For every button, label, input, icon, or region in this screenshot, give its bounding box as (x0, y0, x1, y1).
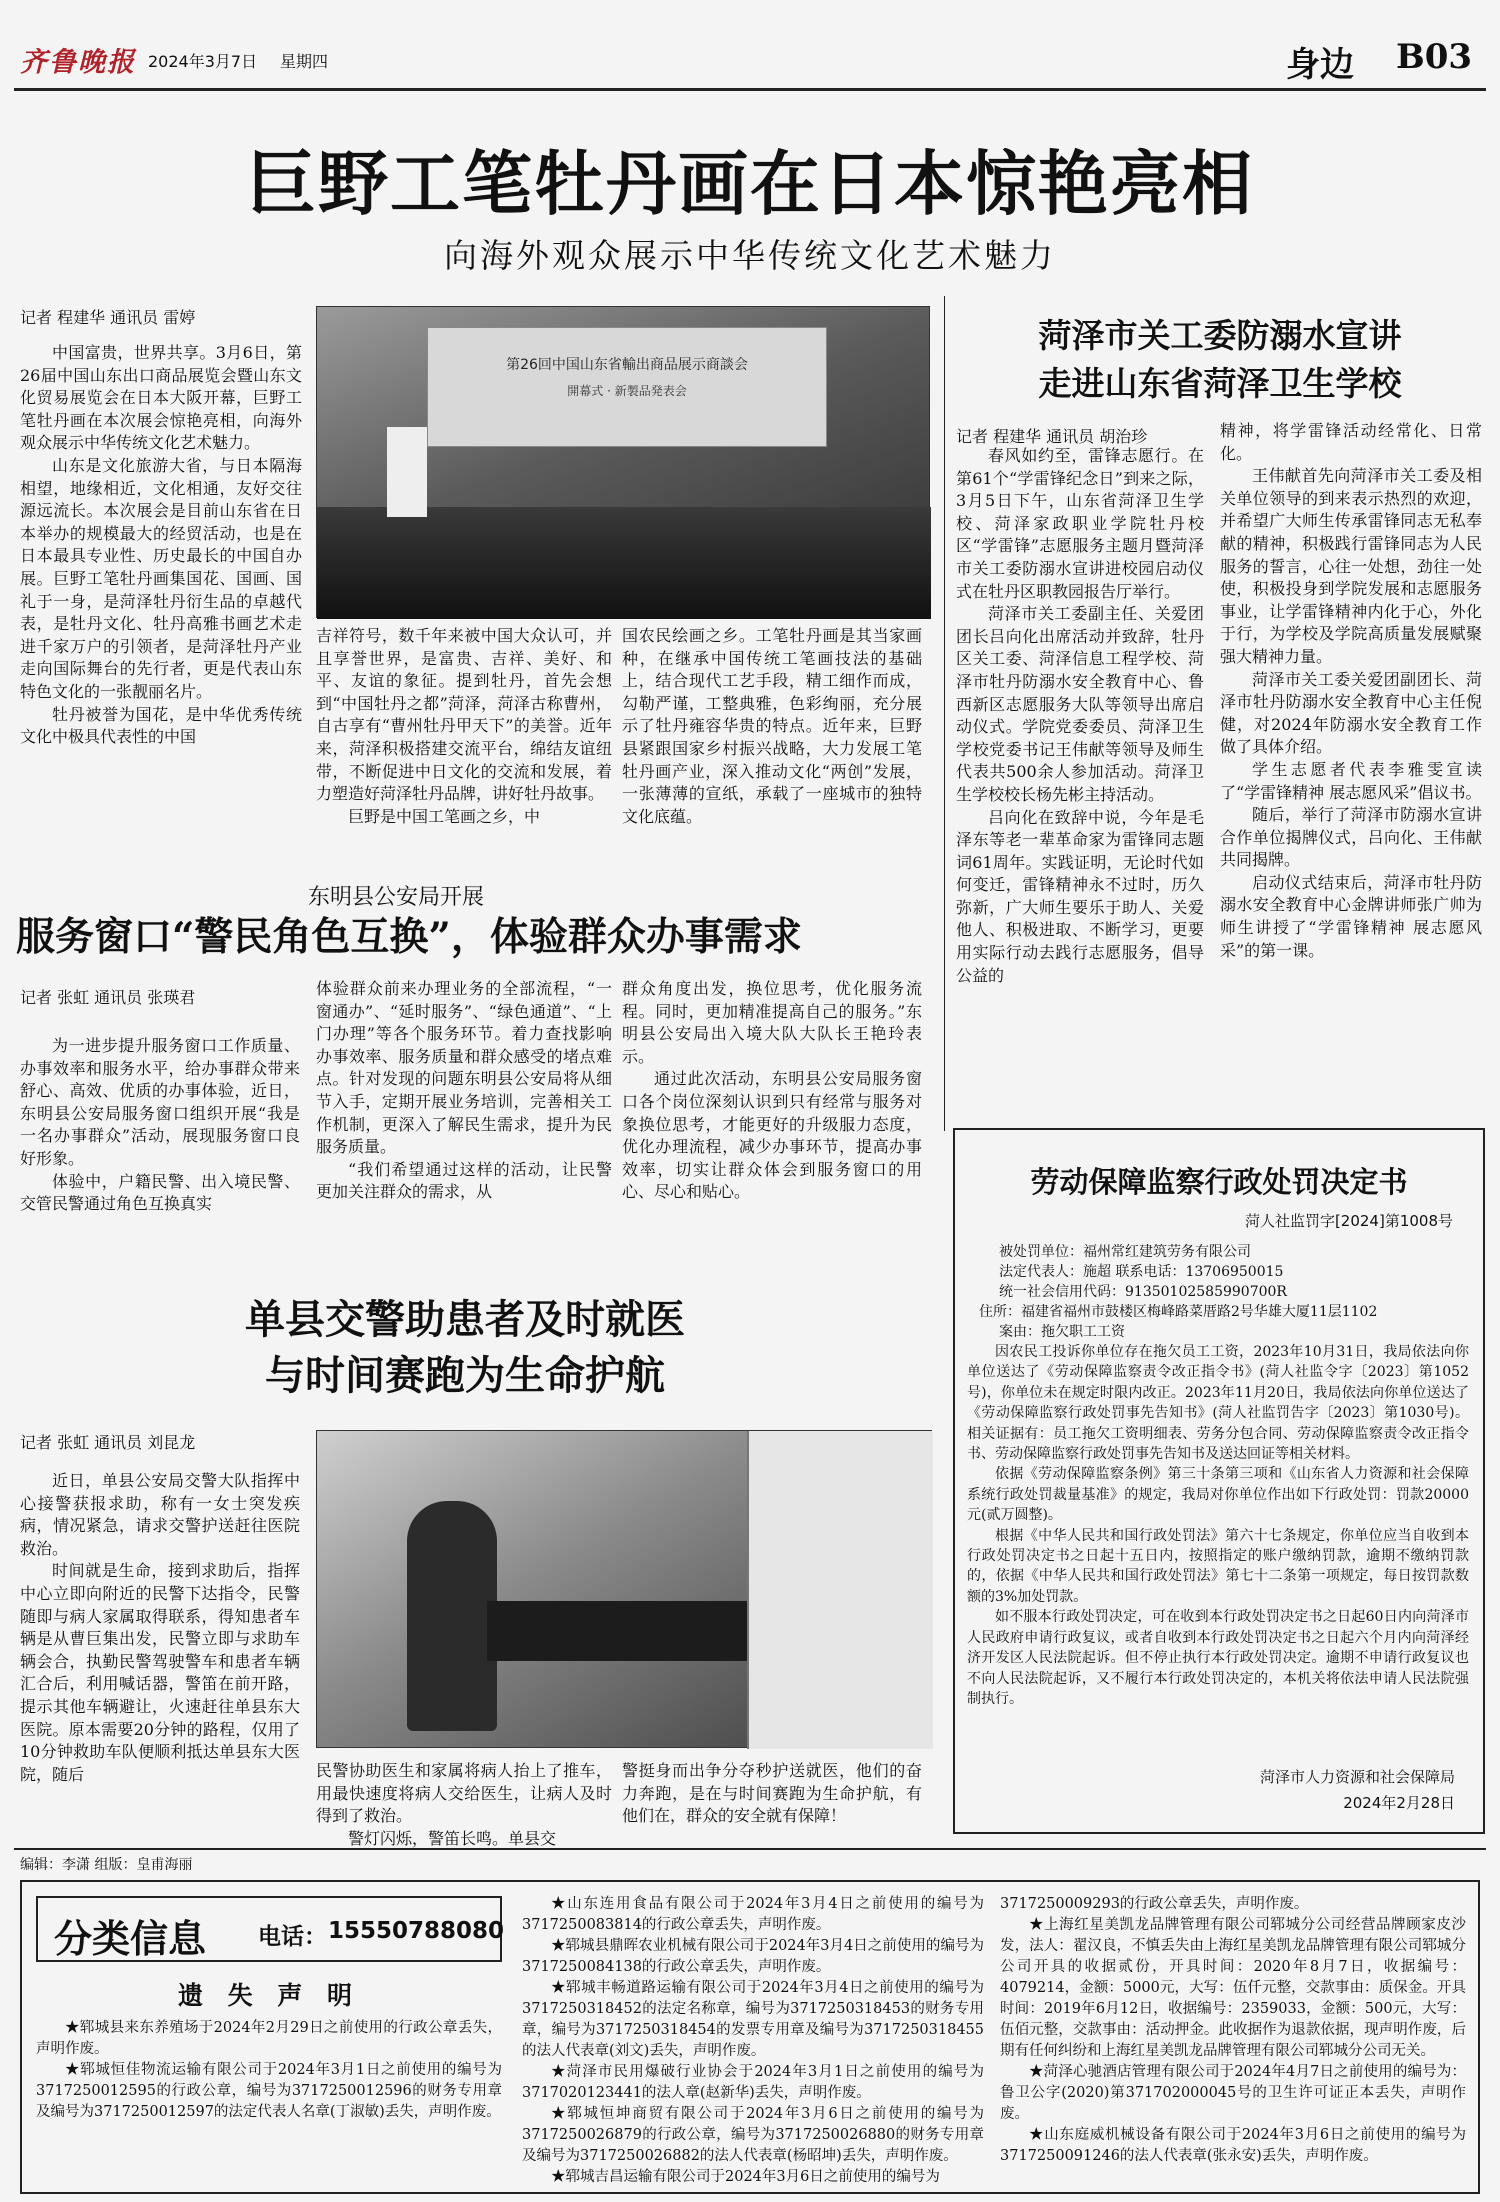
paragraph: 启动仪式结束后，菏泽市牡丹防溺水安全教育中心金牌讲师张广帅为师生讲授了“学雷锋精神 展志愿风采”的第一课。 (1220, 872, 1482, 960)
paragraph: 中国富贵，世界共享。3月6日，第26届中国山东出口商品展览会暨山东文化贸易展览会在日本大阪开幕，巨野工笔牡丹画在本次展会惊艳亮相，向海外观众展示中华传统文化艺术魅力。 (20, 343, 302, 453)
paragraph: 吉祥符号，数千年来被中国大众认可，并且享誉世界，是富贵、吉祥、美好、和平、友谊的象征。提到牡丹，首先会想到“中国牡丹之都”菏泽，菏泽古称曹州，自古享有“曹州牡丹甲天下”的美誉。近年来，菏泽积极搭建交流平台，绵结友谊纽带，不断促进中日文化的交流和发展，着力塑造好菏泽牡丹品牌，讲好牡丹故事。 (316, 626, 612, 804)
ambulance-door (747, 1431, 933, 1749)
paragraph: 山东是文化旅游大省，与日本隔海相望，地缘相近，文化相通，友好交往源远流长。本次展会是目前山东省在日本举办的规模最大的经贸活动，也是在日本最具专业性、历史最长的中国自办展。巨野工笔牡丹画集国花、国画、国礼于一身，是菏泽牡丹衍生品的卓越代表，是牡丹文化、牡丹高雅书画艺术走进千家万户的引领者，是菏泽牡丹产业走向国际舞台的先行者，更是代表山东特色文化的一张靓丽名片。 (20, 455, 302, 701)
paragraph: 吕向化在致辞中说，今年是毛泽东等老一辈革命家为雷锋同志题词61周年。实践证明，无论时代如何变迁，雷锋精神永不过时，历久弥新，广大师生要乐于助人、关爱他人、积极进取、不断学习，更要用实际行动去践行志愿服务，倡导公益的 (956, 807, 1204, 985)
article3-title-line1: 单县交警助患者及时就医 (245, 1296, 685, 1343)
page-code: B03 (1396, 37, 1473, 77)
paragraph: 巨野是中国工笔画之乡，中 (348, 806, 541, 826)
article4-title-line2: 走进山东省菏泽卫生学校 (1038, 364, 1402, 403)
article2-column-3 (622, 978, 922, 1246)
article1-column-3 (622, 625, 922, 845)
article1-column-2 (316, 625, 612, 845)
lost-notice-item: ★菏泽市民用爆破行业协会于2024年3月1日之前使用的编号为3717020123441的法人章(赵新华)丢失，声明作废。 (522, 2064, 984, 2101)
lost-notice-item: ★上海红星美凯龙品牌管理有限公司郓城分公司经营品牌顾家皮沙发，法人：翟汉良，不慎丢失由上海红星美凯龙品牌管理有限公司郓城分公司开具的收据贰份，开具时间：2020年8月7日，收据编号：4079214，金额：5000元，大写：伍仟元整，交款事由：质保金。开具时间：2019年6月12日，收据编号：2359033，金额：500元，大写：伍佰元整，交款事由：活动押金。此收据作为退款依据，现声明作废，后期有任何纠纷和上海红星美凯龙品牌管理有限公司郓城分公司无关。 (1000, 1917, 1466, 2059)
paragraph: 春风如约至，雷锋志愿行。在第61个“学雷锋纪念日”到来之际，3月5日下午，山东省菏泽卫生学校、菏泽家政职业学院牡丹校区“学雷锋”志愿服务主题月暨菏泽市关工委防溺水宣讲进校园启动仪式在牡丹区职教园报告厅举行。 (956, 446, 1204, 601)
notice-doc-number: 菏人社监罚字[2024]第1008号 (1244, 1212, 1453, 1230)
classified-phone: 15550788080 (328, 1918, 505, 1944)
article3-column-2 (316, 1760, 612, 1848)
classified-title: 分类信息 (54, 1916, 207, 1961)
lost-notice-item: ★郓城吉昌运输有限公司于2024年3月6日之前使用的编号为 (551, 2169, 940, 2185)
lost-notice-item: ★郓城县鼎晖农业机械有限公司于2024年3月4日之前使用的编号为3717250084138的行政公章丢失，声明作废。 (522, 1938, 984, 1975)
article4-byline: 记者 程建华 通讯员 胡治珍 (956, 427, 1148, 446)
classified-phone-label: 电话： (258, 1924, 327, 1950)
lost-notice-item: ★山东庭威机械设备有限公司于2024年3月6日之前使用的编号为3717250091246的法人代表章(张永安)丢失，声明作废。 (1000, 2127, 1466, 2164)
paragraph: 群众角度出发，换位思考，优化服务流程。同时，更加精准提高自己的服务。”东明县公安局出入境大队大队长王艳玲表示。 (622, 979, 922, 1066)
article3-byline: 记者 张虹 通讯员 刘昆龙 (20, 1433, 196, 1452)
paragraph: 通过此次活动，东明县公安局服务窗口各个岗位深刻认识到只有经常与服务对象换位思考，才能更好的升级服力态度，优化办理流程，减少办事环节，提高办事效率，切实让群众体会到服务窗口的用心、尽心和贴心。 (622, 1069, 922, 1202)
article1-column-1 (20, 342, 302, 842)
article4-column-2 (1220, 420, 1482, 1105)
paragraph: 依据《劳动保障监察条例》第三十条第三项和《山东省人力资源和社会保障系统行政处罚裁量基准》的规定，我局对你单位作出如下行政处罚：罚款20000元(贰万圆整)。 (967, 1466, 1469, 1524)
article1-photo (316, 306, 930, 618)
field-line: 住所：福建省福州市鼓楼区梅峰路菜厝路2号华雄大厦11层1102 (979, 1304, 1378, 1320)
paragraph: 王伟献首先向菏泽市关工委及相关单位领导的到来表示热烈的欢迎，并希望广大师生传承雷锋同志无私奉献的精神，积极践行雷锋同志为人民服务的誓言，心往一处想，劲往一处使，积极投身到学院发展和志愿服务事业，让学雷锋精神内化于心，外化于行，为学校及学院高质量发展赋聚强大精神力量。 (1220, 466, 1482, 666)
lost-notice-item: 3717250009293的行政公章丢失，声明作废。 (1000, 1896, 1309, 1912)
paragraph: 警挺身而出争分夺秒护送就医，他们的奋力奔跑，是在与时间赛跑为生命护航，有他们在，群众的安全就有保障！ (622, 1761, 922, 1826)
lost-notice-item: ★郓城县来东养殖场于2024年2月29日之前使用的行政公章丢失，声明作废。 (36, 2020, 502, 2057)
column-divider (944, 296, 945, 1131)
stretcher (487, 1601, 747, 1661)
paragraph: 根据《中华人民共和国行政处罚法》第六十七条规定，你单位应当自收到本行政处罚决定书之日起十五日内，按照指定的账户缴纳罚款，逾期不缴纳罚款的，依据《中华人民共和国行政处罚法》第七十二条第一项规定，每日按罚款数额的3%加处罚款。 (967, 1527, 1469, 1605)
article2-byline: 记者 张虹 通讯员 张瑛君 (20, 988, 196, 1007)
classified-box (20, 1880, 1480, 2194)
issue-weekday: 星期四 (280, 52, 329, 71)
paragraph: 民警协助医生和家属将病人抬上了推车，用最快速度将病人交给医生，让病人及时得到了救治。 (316, 1761, 612, 1826)
field-line: 被处罚单位：福州常红建筑劳务有限公司 (999, 1244, 1251, 1260)
paragraph: 时间就是生命，接到求助后，指挥中心立即向附近的民警下达指令，民警随即与病人家属取得联系，得知患者车辆是从曹巨集出发，民警立即与求助车辆会合，执勤民警驾驶警车和患者车辆汇合后，利用喊话器，警笛在前开路，提示其他车辆避让，火速赶往单县东大医院。原本需要20分钟的路程，仅用了10分钟救助车队便顺利抵达单县东大医院，随后 (20, 1561, 300, 1784)
article1-title: 巨野工笔牡丹画在日本惊艳亮相 (246, 142, 1254, 225)
paragraph: 警灯闪烁，警笛长鸣。单县交 (348, 1828, 557, 1848)
paragraph: 如不服本行政处罚决定，可在收到本行政处罚决定书之日起60日内向菏泽市人民政府申请行政复议，或者自收到本行政处罚决定书之日起六个月内向菏泽经济开发区人民法院起诉。但不停止执行本行政处罚决定。逾期不申请行政复议也不向人民法院起诉，又不履行本行政处罚决定的，本机关将依法申请人民法院强制执行。 (967, 1609, 1469, 1707)
article2-column-1 (20, 1035, 300, 1247)
article4-title-line1: 菏泽市关工委防溺水宣讲 (1038, 316, 1402, 355)
field-line: 法定代表人：施超 联系电话：13706950015 (999, 1264, 1284, 1280)
podium (387, 427, 427, 517)
paragraph: 因农民工投诉你单位存在拖欠员工工资，2023年10月31日，我局依法向你单位送达了《劳动保障监察责令改正指令书》(菏人社监令字〔2023〕第1052号)，你单位未在规定时限内改正。2023年11月20日，我局依法向你单位送达了《劳动保障监察行政处罚事先告知书》(菏人社监罚告字〔2023〕第1030号)。相关证据有：员工拖欠工资明细表、劳务分包合同、劳动保障监察责令改正指令书、劳动保障监察行政处罚事先告知书及送达回证等相关材料。 (967, 1344, 1469, 1463)
classified-header (36, 1896, 505, 1962)
paragraph: “我们希望通过这样的活动，让民警更加关注群众的需求，从 (316, 1159, 612, 1202)
article3-photo (316, 1430, 932, 1748)
article3-column-1 (20, 1470, 300, 1828)
backdrop-title: 第26回中国山东省輸出商品展示商談会 (506, 357, 748, 373)
lost-notice-item: ★郓城恒佳物流运输有限公司于2024年3月1日之前使用的编号为3717250012595的行政公章，编号为3717250012596的财务专用章及编号为3717250012597的法定代表人名章(丁淑敏)丢失，声明作废。 (36, 2062, 502, 2120)
exhibition-backdrop (427, 327, 827, 447)
classified-column-3 (1000, 1894, 1466, 2190)
paragraph: 体验群众前来办理业务的全部流程，“一窗通办”、“延时服务”、“绿色通道”、“上门办理”等各个服务环节。着力查找影响办事效率、服务质量和群众感受的堵点难点。针对发现的问题东明县公安局将从细节入手，定期开展业务培训，完善相关工作机制，更深入了解民生需求，提升为民服务质量。 (316, 979, 612, 1157)
notice-issuer: 菏泽市人力资源和社会保障局 (1259, 1768, 1455, 1786)
paragraph: 随后，举行了菏泽市防溺水宣讲合作单位揭牌仪式，吕向化、王伟献共同揭牌。 (1220, 805, 1482, 870)
police-officer-figure (407, 1501, 497, 1731)
article2-kicker: 东明县公安局开展 (308, 885, 485, 910)
article3-title-line2: 与时间赛跑为生命护航 (265, 1352, 665, 1399)
masthead (0, 0, 1500, 86)
field-line: 统一社会信用代码：91350102585990700R (999, 1284, 1287, 1300)
notice-date: 2024年2月28日 (1343, 1794, 1455, 1812)
lost-notice-item: ★山东连用食品有限公司于2024年3月4日之前使用的编号为3717250083814的行政公章丢失，声明作废。 (522, 1896, 984, 1933)
paragraph: 牡丹被誉为国花，是中华优秀传统文化中极具代表性的中国 (20, 704, 302, 747)
footer-rule (14, 1848, 1486, 1850)
article1-subtitle: 向海外观众展示中华传统文化艺术魅力 (444, 236, 1056, 275)
paragraph: 精神，将学雷锋活动经常化、日常化。 (1220, 421, 1482, 463)
paragraph: 国农民绘画之乡。工笔牡丹画是其当家画种，在继承中国传统工笔画技法的基础上，结合现代工艺手段，精工细作而成，勾勒严谨，工整典雅，色彩绚丽，充分展示了牡丹雍容华贵的特点。近年来，巨野县紧跟国家乡村振兴战略，大力发展工笔牡丹画产业，深入推动文化“两创”发展，一张薄薄的宣纸，承载了一座城市的独特文化底蕴。 (622, 626, 922, 826)
section-name: 身边 (1286, 45, 1354, 85)
paragraph: 体验中，户籍民警、出入境民警、交管民警通过角色互换真实 (20, 1171, 300, 1214)
paragraph: 近日，单县公安局交警大队指挥中心接警获报求助，称有一女士突发疾病，情况紧急，请求交警护送赶往医院救治。 (20, 1471, 300, 1558)
article4-column-1 (956, 445, 1204, 1105)
lost-notice-item: ★郓城恒坤商贸有限公司于2024年3月6日之前使用的编号为3717250026879的行政公章，编号为3717250026880的财务专用章及编号为3717250026882的法人代表章(杨昭坤)丢失，声明作废。 (522, 2106, 984, 2164)
audience-silhouette (317, 507, 931, 619)
article2-column-2 (316, 978, 612, 1246)
penalty-notice-box (953, 1128, 1485, 1834)
classified-column-2 (522, 1894, 984, 2190)
paragraph: 为一进步提升服务窗口工作质量、办事效率和服务水平，给办事群众带来舒心、高效、优质的办事体验，近日，东明县公安局服务窗口组织开展“我是一名办事群众”活动，展现服务窗口良好形象。 (20, 1036, 300, 1168)
lost-notice-heading: 遗 失 声 明 (177, 1981, 361, 2010)
masthead-rule (14, 88, 1486, 91)
backdrop-subtitle: 開幕式 · 新製品発表会 (567, 384, 687, 398)
article3-column-3 (622, 1760, 922, 1830)
notice-body (967, 1342, 1469, 1756)
article1-byline: 记者 程建华 通讯员 雷婷 (20, 308, 196, 327)
paragraph: 学生志愿者代表李雅雯宣读了“学雷锋精神 展志愿风采”倡议书。 (1220, 759, 1482, 802)
paper-logo: 齐鲁晚报 (20, 47, 136, 78)
paragraph: 菏泽市关工委副主任、关爱团团长吕向化出席活动并致辞，牡丹区关工委、菏泽信息工程学校、菏泽市牡丹防溺水安全教育中心、鲁西新区志愿服务大队等领导出席启动仪式。学院党委委员、菏泽卫生学校党委书记王伟献等领导及师生代表共500余人参加活动。菏泽卫生学校校长杨先彬主持活动。 (956, 604, 1204, 804)
notice-fields (979, 1242, 1469, 1342)
lost-notice-item: ★郓城丰畅道路运输有限公司于2024年3月4日之前使用的编号为3717250318452的法定名称章，编号为3717250318453的财务专用章，编号为3717250318454的发票专用章及编号为3717250318455的法人代表章(刘文)丢失，声明作废。 (522, 1980, 984, 2059)
article2-title: 服务窗口“警民角色互换”，体验群众办事需求 (16, 914, 802, 960)
classified-column-1 (36, 2018, 502, 2188)
paragraph: 菏泽市关工委关爱团副团长、菏泽市牡丹防溺水安全教育中心主任倪健，对2024年防溺水安全教育工作做了具体介绍。 (1220, 669, 1482, 757)
field-line: 案由：拖欠职工工资 (999, 1324, 1125, 1340)
editor-credit: 编辑：李潇 组版：皇甫海丽 (20, 1857, 193, 1873)
lost-notice-item: ★菏泽心驰酒店管理有限公司于2024年4月7日之前使用的编号为：鲁卫公字(2020)第371702000045号的卫生许可证正本丢失，声明作废。 (1000, 2064, 1466, 2122)
issue-date: 2024年3月7日 (148, 52, 258, 71)
notice-title: 劳动保障监察行政处罚决定书 (1030, 1165, 1408, 1199)
